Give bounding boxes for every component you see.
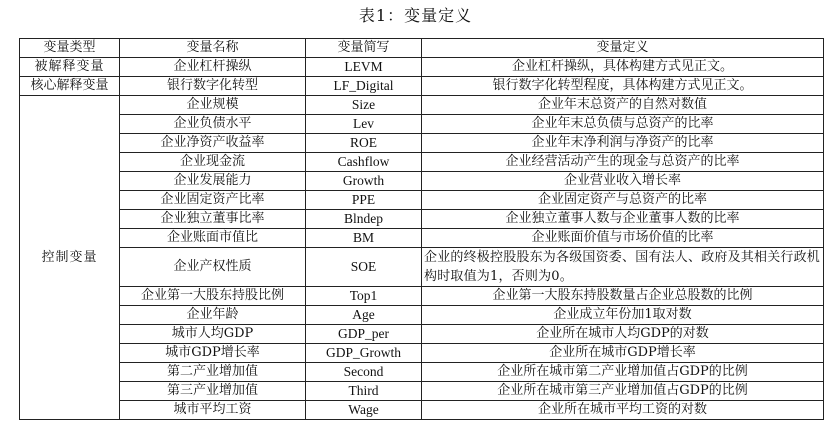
variable-name: 城市平均工资: [120, 401, 306, 420]
variable-definition: 企业独立董事人数与企业董事人数的比率: [422, 210, 824, 229]
header-name: 变量名称: [120, 39, 306, 58]
variable-name: 企业发展能力: [120, 172, 306, 191]
table-row: [20, 153, 824, 172]
group-core: 核心解释变量: [20, 77, 120, 96]
variable-abbr: Third: [306, 382, 422, 401]
variable-name: 企业账面市值比: [120, 229, 306, 248]
variable-definition: 企业杠杆操纵，具体构建方式见正文。: [422, 58, 824, 77]
variable-definition: 企业账面价值与市场价值的比率: [422, 229, 824, 248]
variable-abbr: Cashflow: [306, 153, 422, 172]
table-row: [20, 115, 824, 134]
table-row: [20, 210, 824, 229]
variable-name: 银行数字化转型: [120, 77, 306, 96]
table-row: [20, 287, 824, 306]
table-row: [20, 96, 824, 115]
variable-abbr: GDP_per: [306, 325, 422, 344]
table-row: [20, 77, 824, 96]
table-row: [20, 248, 824, 287]
table-row: [20, 306, 824, 325]
variable-definition: 企业第一大股东持股数量占企业总股数的比例: [422, 287, 824, 306]
variable-name: 企业第一大股东持股比例: [120, 287, 306, 306]
table-caption: 表1：变量定义: [358, 6, 473, 25]
variable-definition: 企业的终极控股股东为各级国资委、国有法人、政府及其相关行政机构时取值为1，否则为0。: [422, 248, 824, 287]
variable-definition-table: [19, 38, 824, 420]
variable-name: 企业独立董事比率: [120, 210, 306, 229]
variable-abbr: GDP_Growth: [306, 344, 422, 363]
variable-name: 城市GDP增长率: [120, 344, 306, 363]
variable-definition: 企业所在城市平均工资的对数: [422, 401, 824, 420]
table-row: [20, 172, 824, 191]
variable-abbr: Blndep: [306, 210, 422, 229]
variable-name: 城市人均GDP: [120, 325, 306, 344]
table-row: [20, 58, 824, 77]
variable-definition: 企业所在城市人均GDP的对数: [422, 325, 824, 344]
variable-abbr: Top1: [306, 287, 422, 306]
table-row: [20, 191, 824, 210]
header-definition: 变量定义: [422, 39, 824, 58]
variable-definition: 企业年末净利润与净资产的比率: [422, 134, 824, 153]
variable-name: 企业现金流: [120, 153, 306, 172]
variable-abbr: BM: [306, 229, 422, 248]
header-abbr: 变量简写: [306, 39, 422, 58]
variable-abbr: SOE: [306, 248, 422, 287]
variable-definition: 企业年末总资产的自然对数值: [422, 96, 824, 115]
variable-definition: 企业所在城市第二产业增加值占GDP的比例: [422, 363, 824, 382]
variable-name: 企业规模: [120, 96, 306, 115]
group-explained: 被解释变量: [20, 58, 120, 77]
variable-definition: 企业营业收入增长率: [422, 172, 824, 191]
variable-name: 第二产业增加值: [120, 363, 306, 382]
table-row: [20, 344, 824, 363]
variable-abbr: LF_Digital: [306, 77, 422, 96]
variable-name: 第三产业增加值: [120, 382, 306, 401]
variable-definition: 企业固定资产与总资产的比率: [422, 191, 824, 210]
variable-abbr: Age: [306, 306, 422, 325]
variable-name: 企业杠杆操纵: [120, 58, 306, 77]
variable-abbr: Lev: [306, 115, 422, 134]
variable-abbr: ROE: [306, 134, 422, 153]
variable-name: 企业负债水平: [120, 115, 306, 134]
table-row: [20, 363, 824, 382]
variable-abbr: Second: [306, 363, 422, 382]
table-row: [20, 382, 824, 401]
variable-name: 企业年龄: [120, 306, 306, 325]
table-row: [20, 134, 824, 153]
table-row: [20, 325, 824, 344]
variable-name: 企业固定资产比率: [120, 191, 306, 210]
group-control: 控制变量: [20, 96, 120, 420]
header-type: 变量类型: [20, 39, 120, 58]
variable-definition: 企业经营活动产生的现金与总资产的比率: [422, 153, 824, 172]
variable-definition: 企业所在城市GDP增长率: [422, 344, 824, 363]
variable-abbr: LEVM: [306, 58, 422, 77]
table-row: [20, 401, 824, 420]
variable-definition: 企业成立年份加1取对数: [422, 306, 824, 325]
table-header-row: [20, 39, 824, 58]
variable-definition: 银行数字化转型程度，具体构建方式见正文。: [422, 77, 824, 96]
table-row: [20, 229, 824, 248]
variable-abbr: Wage: [306, 401, 422, 420]
variable-name: 企业产权性质: [120, 248, 306, 287]
variable-definition: 企业所在城市第三产业增加值占GDP的比例: [422, 382, 824, 401]
variable-abbr: Size: [306, 96, 422, 115]
variable-name: 企业净资产收益率: [120, 134, 306, 153]
variable-abbr: Growth: [306, 172, 422, 191]
variable-abbr: PPE: [306, 191, 422, 210]
variable-definition: 企业年末总负债与总资产的比率: [422, 115, 824, 134]
